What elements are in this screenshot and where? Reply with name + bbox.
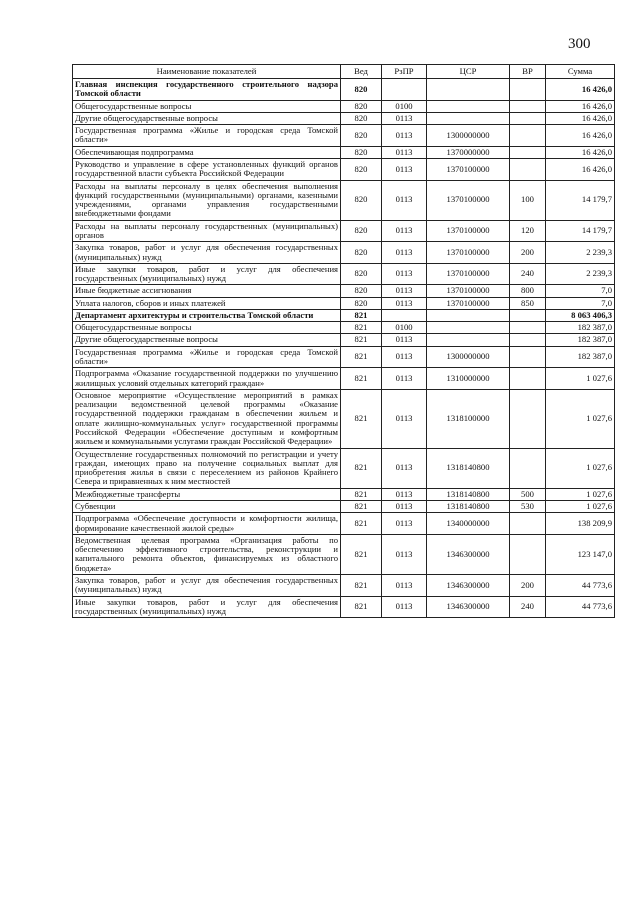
table-row xyxy=(73,322,615,334)
table-row xyxy=(73,334,615,346)
row-csr-cell: 1370100000 xyxy=(427,242,510,264)
row-vr-cell: 200 xyxy=(510,574,546,596)
row-rzpr-cell: 0113 xyxy=(382,596,427,618)
row-ved-cell: 821 xyxy=(341,448,382,488)
row-sum-cell: 16 426,0 xyxy=(546,100,615,112)
row-sum-cell: 16 426,0 xyxy=(546,158,615,180)
row-name-cell: Департамент архитектуры и строительства Томской области xyxy=(73,309,341,321)
row-sum-cell: 1 027,6 xyxy=(546,448,615,488)
row-rzpr-cell xyxy=(382,79,427,101)
row-vr-cell xyxy=(510,334,546,346)
row-csr-cell: 1318140800 xyxy=(427,488,510,500)
row-rzpr-cell: 0113 xyxy=(382,263,427,285)
row-name-cell: Иные закупки товаров, работ и услуг для обеспечения государственных (муниципальных) нужд xyxy=(73,263,341,285)
row-csr-cell xyxy=(427,112,510,124)
row-sum-cell: 123 147,0 xyxy=(546,534,615,574)
row-sum-cell: 1 027,6 xyxy=(546,488,615,500)
row-rzpr-cell: 0113 xyxy=(382,513,427,535)
row-rzpr-cell: 0113 xyxy=(382,488,427,500)
header-rzpr: РзПР xyxy=(382,65,427,79)
row-rzpr-cell: 0113 xyxy=(382,448,427,488)
row-ved-cell: 821 xyxy=(341,534,382,574)
row-name-cell: Руководство и управление в сфере установленных функций органов государственной власти субъекта Российской Федерации xyxy=(73,158,341,180)
row-ved-cell: 820 xyxy=(341,220,382,242)
row-ved-cell: 821 xyxy=(341,513,382,535)
header-ved: Вед xyxy=(341,65,382,79)
table-row xyxy=(73,574,615,596)
row-csr-cell: 1370100000 xyxy=(427,297,510,309)
table-row xyxy=(73,297,615,309)
row-ved-cell: 820 xyxy=(341,297,382,309)
row-csr-cell: 1370000000 xyxy=(427,146,510,158)
row-ved-cell: 820 xyxy=(341,285,382,297)
table-row xyxy=(73,309,615,321)
row-vr-cell xyxy=(510,448,546,488)
table-row xyxy=(73,596,615,618)
row-csr-cell: 1310000000 xyxy=(427,368,510,390)
row-ved-cell: 820 xyxy=(341,158,382,180)
row-sum-cell: 14 179,7 xyxy=(546,220,615,242)
row-sum-cell: 16 426,0 xyxy=(546,112,615,124)
row-sum-cell: 16 426,0 xyxy=(546,79,615,101)
table-row xyxy=(73,158,615,180)
row-vr-cell xyxy=(510,368,546,390)
row-ved-cell: 821 xyxy=(341,574,382,596)
row-name-cell: Субвенции xyxy=(73,500,341,512)
row-rzpr-cell: 0113 xyxy=(382,346,427,368)
row-rzpr-cell: 0113 xyxy=(382,158,427,180)
row-ved-cell: 821 xyxy=(341,346,382,368)
row-rzpr-cell: 0100 xyxy=(382,100,427,112)
row-name-cell: Другие общегосударственные вопросы xyxy=(73,334,341,346)
row-name-cell: Иные закупки товаров, работ и услуг для обеспечения государственных (муниципальных) нужд xyxy=(73,596,341,618)
table-row xyxy=(73,220,615,242)
row-csr-cell xyxy=(427,309,510,321)
table-row xyxy=(73,112,615,124)
row-rzpr-cell: 0113 xyxy=(382,242,427,264)
header-name: Наименование показателей xyxy=(73,65,341,79)
row-vr-cell: 100 xyxy=(510,180,546,220)
row-csr-cell: 1370100000 xyxy=(427,285,510,297)
row-name-cell: Расходы на выплаты персоналу в целях обеспечения выполнения функций государственными (муниципальными) органами, казенными учреждениями, органами управления государственными внебюджетными фондами xyxy=(73,180,341,220)
table-row xyxy=(73,368,615,390)
row-ved-cell: 821 xyxy=(341,322,382,334)
header-vr: ВР xyxy=(510,65,546,79)
row-ved-cell: 820 xyxy=(341,100,382,112)
row-name-cell: Закупка товаров, работ и услуг для обеспечения государственных (муниципальных) нужд xyxy=(73,242,341,264)
row-ved-cell: 820 xyxy=(341,263,382,285)
table-row xyxy=(73,79,615,101)
row-sum-cell: 16 426,0 xyxy=(546,125,615,147)
row-rzpr-cell: 0113 xyxy=(382,220,427,242)
row-rzpr-cell: 0113 xyxy=(382,297,427,309)
row-name-cell: Расходы на выплаты персоналу государственных (муниципальных) органов xyxy=(73,220,341,242)
row-vr-cell xyxy=(510,322,546,334)
row-rzpr-cell: 0113 xyxy=(382,500,427,512)
row-vr-cell: 500 xyxy=(510,488,546,500)
row-csr-cell: 1370100000 xyxy=(427,180,510,220)
row-ved-cell: 820 xyxy=(341,112,382,124)
row-name-cell: Общегосударственные вопросы xyxy=(73,100,341,112)
table-row xyxy=(73,263,615,285)
row-csr-cell: 1340000000 xyxy=(427,513,510,535)
row-csr-cell: 1346300000 xyxy=(427,596,510,618)
table-row xyxy=(73,242,615,264)
row-ved-cell: 820 xyxy=(341,79,382,101)
row-name-cell: Обеспечивающая подпрограмма xyxy=(73,146,341,158)
table-row xyxy=(73,500,615,512)
row-rzpr-cell xyxy=(382,309,427,321)
row-sum-cell: 182 387,0 xyxy=(546,334,615,346)
row-sum-cell: 2 239,3 xyxy=(546,263,615,285)
row-name-cell: Государственная программа «Жилье и городская среда Томской области» xyxy=(73,346,341,368)
row-sum-cell: 1 027,6 xyxy=(546,500,615,512)
row-rzpr-cell: 0113 xyxy=(382,180,427,220)
row-vr-cell xyxy=(510,146,546,158)
row-csr-cell: 1346300000 xyxy=(427,574,510,596)
row-rzpr-cell: 0113 xyxy=(382,112,427,124)
row-vr-cell: 850 xyxy=(510,297,546,309)
row-ved-cell: 820 xyxy=(341,242,382,264)
row-vr-cell xyxy=(510,158,546,180)
page-number: 300 xyxy=(568,36,591,52)
row-ved-cell: 821 xyxy=(341,368,382,390)
row-rzpr-cell: 0113 xyxy=(382,574,427,596)
row-ved-cell: 820 xyxy=(341,180,382,220)
row-name-cell: Ведомственная целевая программа «Организация работы по обеспечению эффективного строительства, реконструкции и капитального ремонта объектов, финансируемых из областного бюджета» xyxy=(73,534,341,574)
row-ved-cell: 821 xyxy=(341,500,382,512)
header-sum: Сумма xyxy=(546,65,615,79)
row-vr-cell xyxy=(510,309,546,321)
table-row xyxy=(73,389,615,448)
row-csr-cell: 1300000000 xyxy=(427,125,510,147)
row-name-cell: Подпрограмма «Оказание государственной поддержки по улучшению жилищных условий отдельных категорий граждан» xyxy=(73,368,341,390)
row-rzpr-cell: 0113 xyxy=(382,285,427,297)
row-rzpr-cell: 0113 xyxy=(382,146,427,158)
row-csr-cell xyxy=(427,334,510,346)
table-row xyxy=(73,180,615,220)
row-vr-cell: 530 xyxy=(510,500,546,512)
row-csr-cell: 1370100000 xyxy=(427,158,510,180)
row-csr-cell xyxy=(427,100,510,112)
row-ved-cell: 820 xyxy=(341,146,382,158)
row-sum-cell: 8 063 406,3 xyxy=(546,309,615,321)
row-vr-cell xyxy=(510,125,546,147)
row-rzpr-cell: 0113 xyxy=(382,534,427,574)
row-name-cell: Главная инспекция государственного строительного надзора Томской области xyxy=(73,79,341,101)
row-ved-cell: 820 xyxy=(341,125,382,147)
table-row xyxy=(73,448,615,488)
row-csr-cell: 1318100000 xyxy=(427,389,510,448)
row-csr-cell: 1300000000 xyxy=(427,346,510,368)
row-ved-cell: 821 xyxy=(341,309,382,321)
row-vr-cell xyxy=(510,79,546,101)
row-sum-cell: 138 209,9 xyxy=(546,513,615,535)
table-row xyxy=(73,100,615,112)
row-rzpr-cell: 0113 xyxy=(382,125,427,147)
table-row xyxy=(73,125,615,147)
row-sum-cell: 16 426,0 xyxy=(546,146,615,158)
row-name-cell: Закупка товаров, работ и услуг для обеспечения государственных (муниципальных) нужд xyxy=(73,574,341,596)
row-ved-cell: 821 xyxy=(341,389,382,448)
row-name-cell: Осуществление государственных полномочий по регистрации и учету граждан, имеющих право на получение социальных выплат для приобретения жилья в связи с переселением из районов Крайнего Севера и приравненных к ним местностей xyxy=(73,448,341,488)
row-name-cell: Уплата налогов, сборов и иных платежей xyxy=(73,297,341,309)
row-sum-cell: 44 773,6 xyxy=(546,596,615,618)
row-vr-cell xyxy=(510,346,546,368)
table-row xyxy=(73,146,615,158)
row-sum-cell: 7,0 xyxy=(546,285,615,297)
row-sum-cell: 182 387,0 xyxy=(546,322,615,334)
table-header-row xyxy=(73,65,615,79)
row-csr-cell: 1318140800 xyxy=(427,500,510,512)
row-name-cell: Иные бюджетные ассигнования xyxy=(73,285,341,297)
row-name-cell: Подпрограмма «Обеспечение доступности и комфортности жилища, формирование качественной жилой среды» xyxy=(73,513,341,535)
table-row xyxy=(73,285,615,297)
row-name-cell: Межбюджетные трансферты xyxy=(73,488,341,500)
row-vr-cell xyxy=(510,100,546,112)
row-csr-cell: 1346300000 xyxy=(427,534,510,574)
table-row xyxy=(73,513,615,535)
row-sum-cell: 1 027,6 xyxy=(546,368,615,390)
budget-table xyxy=(72,64,615,618)
table-row xyxy=(73,346,615,368)
row-sum-cell: 44 773,6 xyxy=(546,574,615,596)
row-vr-cell xyxy=(510,534,546,574)
row-csr-cell: 1318140800 xyxy=(427,448,510,488)
row-sum-cell: 2 239,3 xyxy=(546,242,615,264)
table-row xyxy=(73,488,615,500)
row-csr-cell xyxy=(427,79,510,101)
header-csr: ЦСР xyxy=(427,65,510,79)
row-vr-cell: 240 xyxy=(510,596,546,618)
row-rzpr-cell: 0113 xyxy=(382,389,427,448)
row-vr-cell: 200 xyxy=(510,242,546,264)
row-ved-cell: 821 xyxy=(341,334,382,346)
row-sum-cell: 1 027,6 xyxy=(546,389,615,448)
row-rzpr-cell: 0100 xyxy=(382,322,427,334)
row-name-cell: Государственная программа «Жилье и городская среда Томской области» xyxy=(73,125,341,147)
row-sum-cell: 7,0 xyxy=(546,297,615,309)
row-vr-cell: 240 xyxy=(510,263,546,285)
row-name-cell: Общегосударственные вопросы xyxy=(73,322,341,334)
row-vr-cell: 800 xyxy=(510,285,546,297)
row-csr-cell: 1370100000 xyxy=(427,263,510,285)
row-sum-cell: 14 179,7 xyxy=(546,180,615,220)
row-vr-cell xyxy=(510,389,546,448)
row-rzpr-cell: 0113 xyxy=(382,334,427,346)
row-csr-cell xyxy=(427,322,510,334)
row-sum-cell: 182 387,0 xyxy=(546,346,615,368)
row-ved-cell: 821 xyxy=(341,488,382,500)
row-vr-cell: 120 xyxy=(510,220,546,242)
row-name-cell: Другие общегосударственные вопросы xyxy=(73,112,341,124)
row-rzpr-cell: 0113 xyxy=(382,368,427,390)
row-csr-cell: 1370100000 xyxy=(427,220,510,242)
row-name-cell: Основное мероприятие «Осуществление мероприятий в рамках реализации ведомственной целевой программы «Оказание государственной поддержки гражданам в обеспечении жильем и оплате жилищно-коммунальных услуг» государственной программы Российской Федерации «Обеспечение доступным и комфортным жильем и коммунальными услугами граждан Российской Федерации» xyxy=(73,389,341,448)
table-row xyxy=(73,534,615,574)
row-vr-cell xyxy=(510,513,546,535)
row-vr-cell xyxy=(510,112,546,124)
row-ved-cell: 821 xyxy=(341,596,382,618)
